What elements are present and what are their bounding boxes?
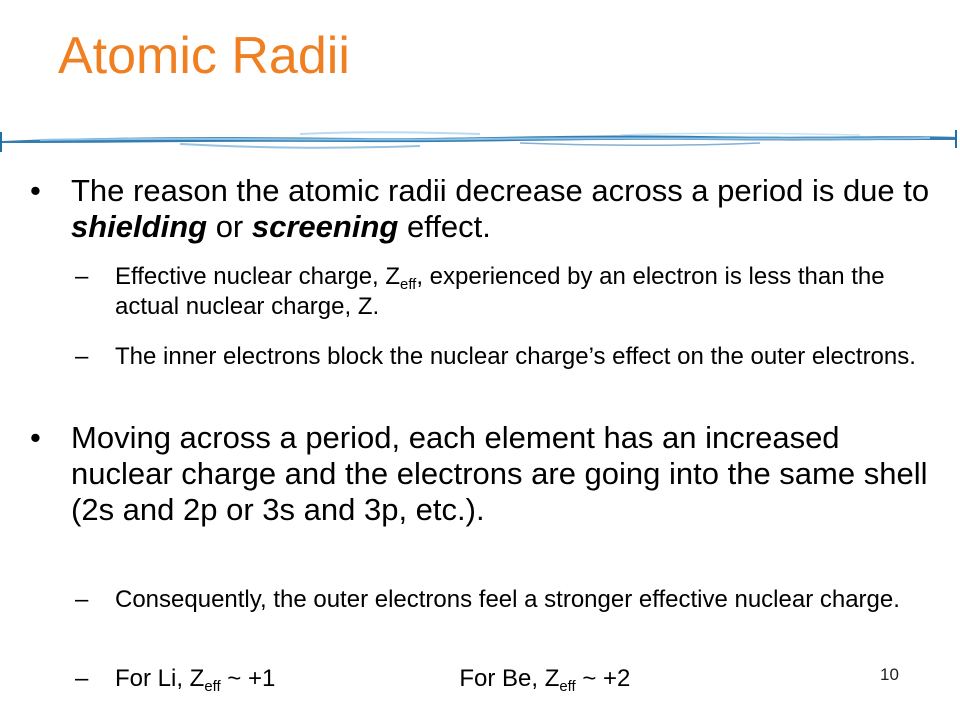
bullet-1: [30, 173, 940, 245]
zeff-be: For Be, $Z_{eff}$ ~ +2: [459, 665, 631, 696]
sub-bullet-2-2: [75, 664, 945, 694]
sub-bullet-1-2: [75, 342, 945, 372]
dash-mark: –: [75, 263, 89, 290]
sub-bullet-2-1: [75, 585, 945, 615]
sub-bullet-2-1-text: Consequently, the outer electrons feel a stronger effective nuclear charge.: [115, 586, 900, 613]
sub-bullet-2-2-text: [115, 664, 945, 694]
slide-title: Atomic Radii: [58, 27, 350, 85]
bullet-dot: •: [30, 420, 41, 455]
bullet-1-text: The reason the atomic radii decrease across a period is due to shielding or screening effect.: [71, 173, 930, 244]
zeff-li: For Li, $Z_{eff}$ ~ +1: [115, 665, 276, 696]
wave-divider: [0, 122, 960, 158]
bullet-dot: •: [30, 173, 41, 208]
term-shielding: shielding: [71, 209, 208, 244]
bullet-2: [30, 420, 940, 528]
dash-mark: –: [75, 586, 89, 613]
sub-bullet-1-1-text: Effective nuclear charge, $Z_{eff}$, experienced by an electron is less than the actual nuclear charge, Z.: [115, 263, 885, 320]
dash-mark: –: [75, 343, 89, 370]
dash-mark: –: [75, 665, 89, 692]
bullet-2-text: Moving across a period, each element has an increased nuclear charge and the electrons are going into the same shell (2s and 2p or 3s and 3p, etc.).: [71, 420, 928, 527]
term-screening: screening: [251, 209, 399, 244]
sub-bullet-1-1: [75, 262, 945, 322]
sub-bullet-1-2-text: The inner electrons block the nuclear charge’s effect on the outer electrons.: [115, 343, 916, 370]
page-number: 10: [880, 665, 899, 684]
